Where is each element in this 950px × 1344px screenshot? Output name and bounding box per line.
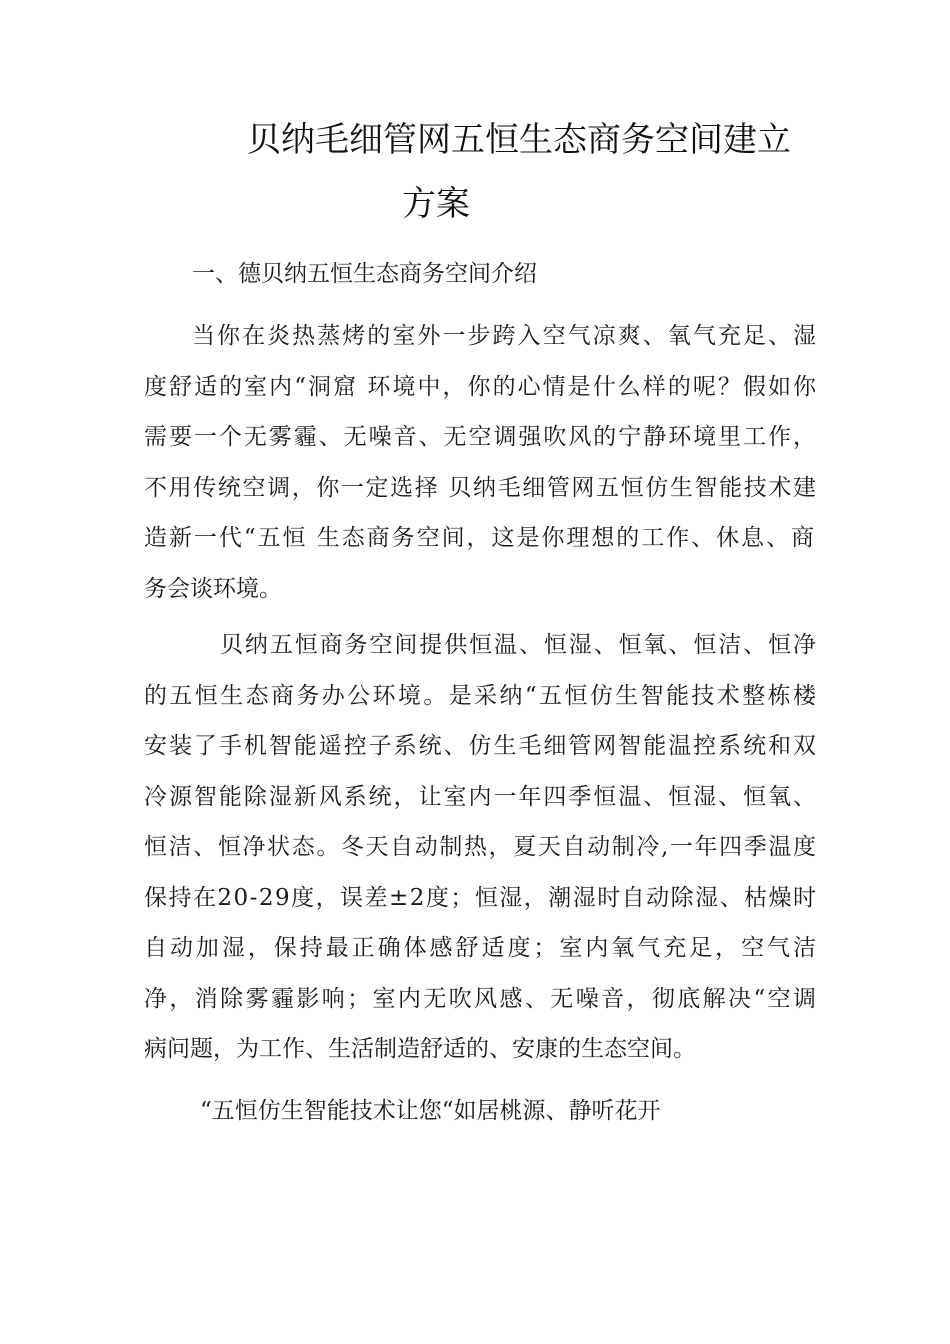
paragraph-2-line-4: 冷源智能除湿新风系统，让室内一年四季恒温、恒湿、恒氧、 xyxy=(144,783,818,810)
paragraph-2-line-7: 自动加湿，保持最正确体感舒适度；室内氧气充足，空气洁 xyxy=(144,935,819,961)
paragraph-2-line-9: 病问题，为工作、生活制造舒适的、安康的生态空间。 xyxy=(144,1036,696,1062)
paragraph-1-line-2: 度舒适的室内“洞窟 环境中，你的心情是什么样的呢？假如你 xyxy=(144,373,819,400)
paragraph-3-line-1: “五恒仿生智能技术让您“如居桃源、静听花开 xyxy=(200,1098,661,1124)
document-title-line-2: 方案 xyxy=(402,184,470,224)
section-heading: 一、德贝纳五恒生态商务空间介绍 xyxy=(192,261,537,287)
paragraph-2-line-2: 的五恒生态商务办公环境。是采纳“五恒仿生智能技术整栋楼 xyxy=(144,682,819,709)
paragraph-1-line-1: 当你在炎热蒸烤的室外一步跨入空气凉爽、氧气充足、湿 xyxy=(192,323,819,349)
paragraph-1-line-4: 不用传统空调，你一定选择 贝纳毛细管网五恒仿生智能技术建 xyxy=(144,474,818,501)
paragraph-2-line-1: 贝纳五恒商务空间提供恒温、恒湿、恒氧、恒洁、恒净 xyxy=(220,632,818,658)
paragraph-2-line-3: 安装了手机智能遥控子系统、仿生毛细管网智能温控系统和双 xyxy=(144,733,818,759)
paragraph-1-line-3: 需要一个无雾霾、无噪音、无空调强吹风的宁静环境里工作， xyxy=(144,424,818,450)
paragraph-2-line-5: 恒洁、恒净状态。冬天自动制热，夏天自动制冷,一年四季温度 xyxy=(144,834,818,860)
paragraph-2-line-6: 保持在20-29度，误差±2度；恒湿，潮湿时自动除湿、枯燥时 xyxy=(144,884,818,911)
paragraph-1-line-6: 务会谈环境。 xyxy=(144,575,282,602)
paragraph-1-line-5: 造新一代“五恒 生态商务空间，这是你理想的工作、休息、商 xyxy=(144,525,816,551)
document-title-line-1: 贝纳毛细管网五恒生态商务空间建立 xyxy=(247,120,791,160)
paragraph-2-line-8: 净，消除雾霾影响；室内无吹风感、无噪音，彻底解决“空调 xyxy=(144,985,819,1012)
